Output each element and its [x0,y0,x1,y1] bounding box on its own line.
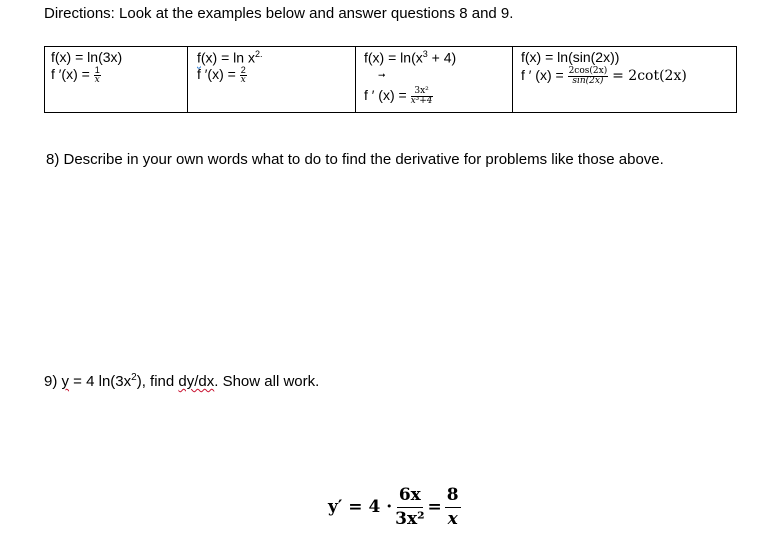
question-9-after: ), find [136,373,179,390]
answer-fraction-1 [395,486,424,528]
question-9-text [44,372,319,390]
example-cell-2 [188,47,356,113]
example-2-function-sup: 2. [254,49,263,59]
example-4-function: f(x) = ln(sin(2x)) [521,49,620,65]
answer-numerator-2: 8 [445,486,461,508]
answer-fraction-2 [445,486,461,528]
example-3-function-tail: + 4) [427,49,457,66]
example-2-function [197,49,262,66]
example-4-fraction [568,67,609,86]
answer-numerator-1: 6x [397,486,423,508]
answer-denominator-2: x [447,508,458,529]
answer-denominator-1: 3x² [395,508,425,529]
example-3-numerator: 3x² [411,87,433,97]
example-3-function-main: f(x) = ln(x [364,49,423,66]
example-4-derivative-lhs: f ′ (x) = [521,67,564,84]
example-3-function-sup: 3 [422,49,428,59]
example-2-function-rest: (x) = ln x [200,49,255,66]
example-1-function: f(x) = ln(3x) [51,49,123,65]
example-3-function [364,49,456,66]
example-2-fraction [240,66,247,85]
example-1-fraction [94,66,101,85]
examples-table [44,46,737,113]
example-3-fraction [411,87,433,106]
example-2-numerator: 2 [240,65,246,75]
question-8-text: 8) Describe in your own words what to do to find the derivative for problems like those above. [46,151,664,168]
example-3-derivative [364,87,433,106]
question-9-tail: . Show all work. [214,373,320,390]
question-9-prefix: 9) [44,373,62,390]
example-2-derivative-lhs: f ′(x) = [197,66,236,83]
example-1-derivative [51,66,101,85]
example-2-function-prefix: f [197,49,201,66]
example-cell-3 [356,47,513,113]
arrow-icon: ➞ [378,70,386,80]
example-cell-1 [45,47,188,113]
example-1-derivative-lhs: f ′(x) = [51,66,90,83]
example-3-denominator: x³+4 [410,96,433,106]
answer-equation [328,486,464,528]
answer-lhs: y′ = 4 · [328,497,393,518]
example-1-numerator: 1 [94,65,100,75]
example-2-denominator: x [240,75,246,85]
example-4-simplified: = 2cot(2x) [612,68,687,85]
question-9-dydx: dy/dx [178,373,215,390]
example-1-denominator: x [94,75,100,85]
example-4-numerator: 2cos(2x) [568,66,608,76]
question-9-sup: 2 [131,372,137,383]
example-3-derivative-lhs: f ′ (x) = [364,87,407,104]
example-4-denominator: sin(2x) [572,76,604,86]
example-2-derivative [197,66,247,85]
question-9-var: y [61,373,70,390]
answer-equals: = [427,497,442,518]
directions-text: Directions: Look at the examples below and answer questions 8 and 9. [44,5,514,22]
example-cell-4 [513,47,737,113]
example-4-derivative [521,67,687,86]
question-9-middle: = 4 ln(3x [69,373,132,390]
